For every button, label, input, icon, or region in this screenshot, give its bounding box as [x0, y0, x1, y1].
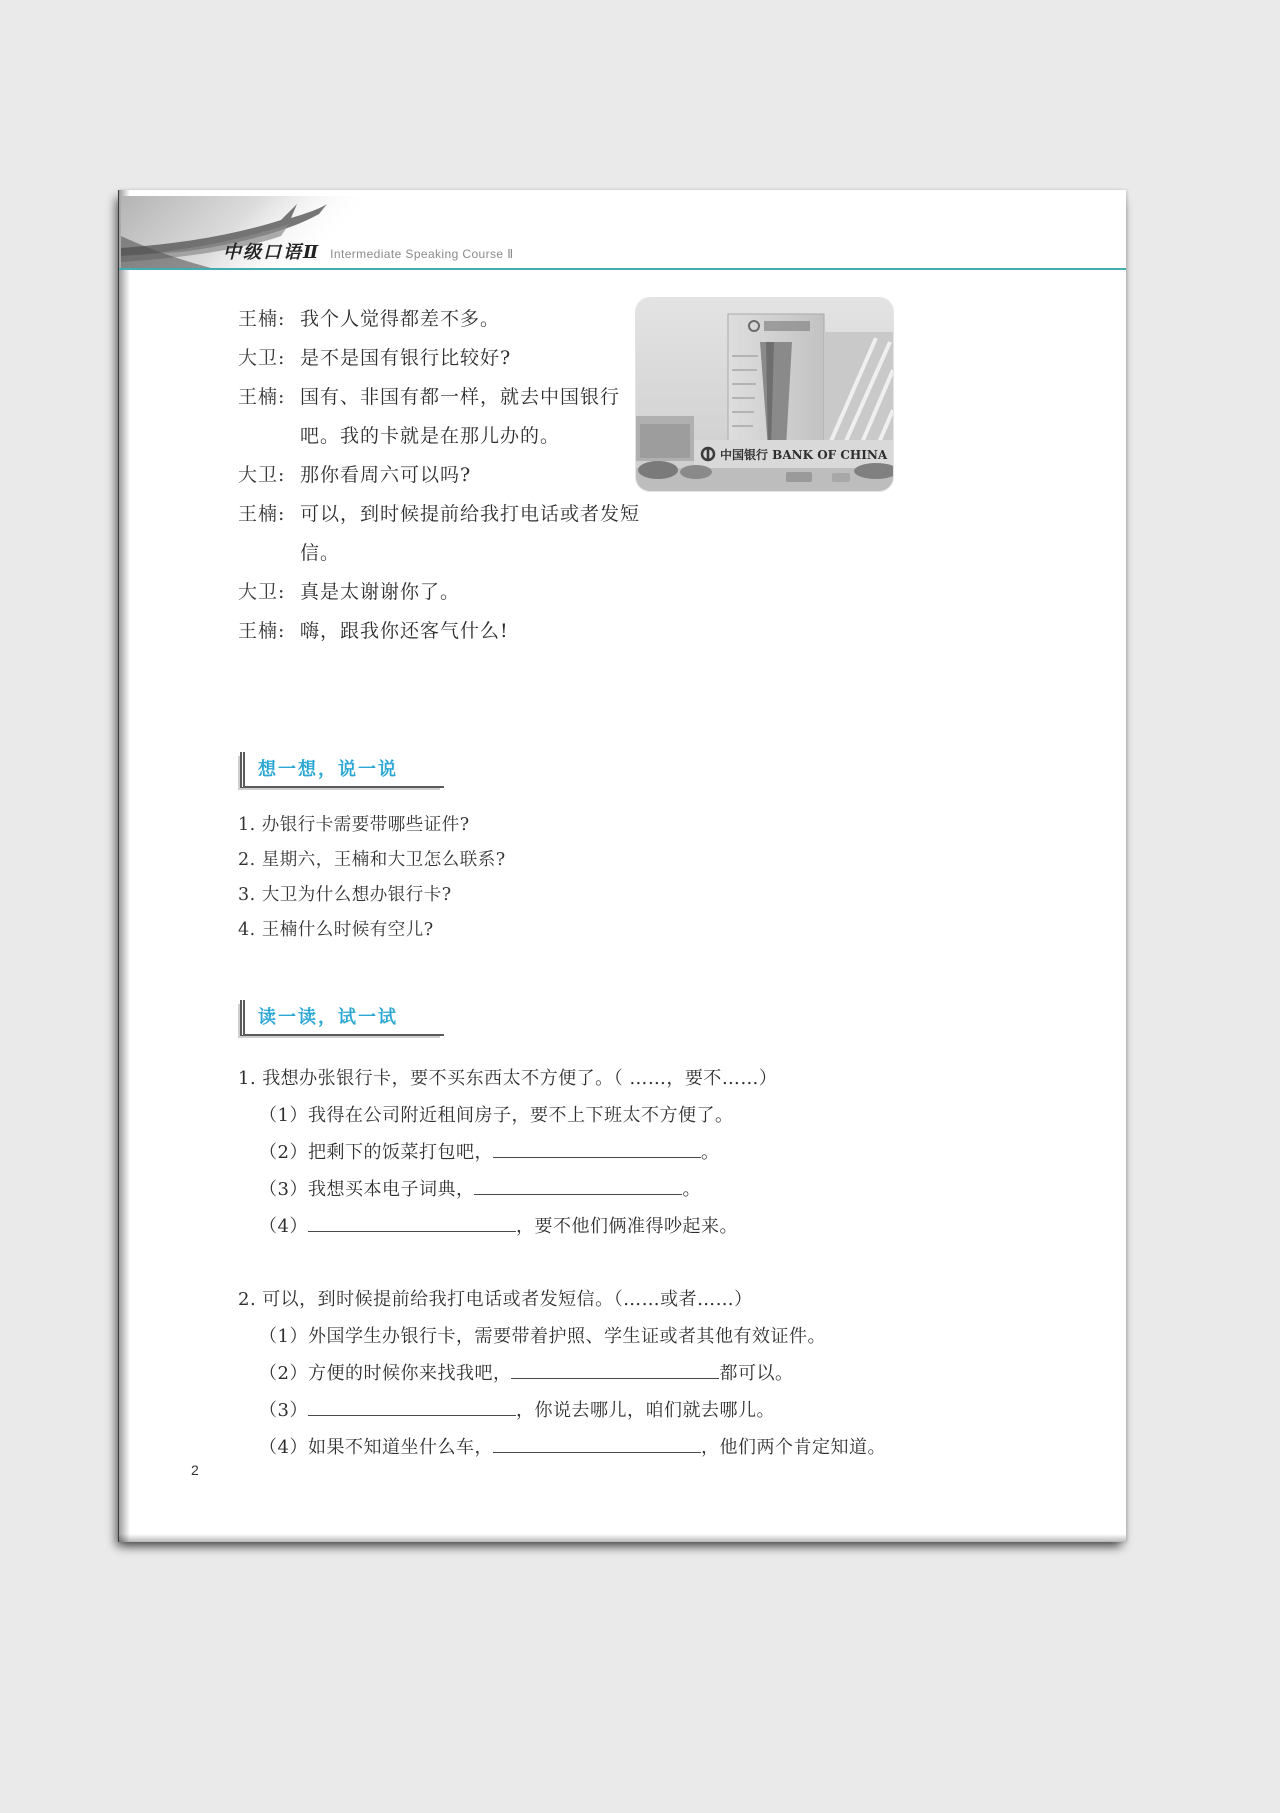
dialogue-turn [238, 378, 640, 456]
dialogue-turn [238, 339, 640, 378]
exercise-number: 1. [238, 1068, 257, 1089]
fill-in-blank [474, 1181, 682, 1195]
dialogue-speaker: 王楠: [238, 503, 286, 525]
question-number: 4. [238, 920, 256, 940]
exercise-item [259, 1318, 1048, 1355]
question-item [238, 913, 1048, 948]
fill-in-blank [308, 1402, 516, 1416]
exercise-item-text-after: ，他们两个肯定知道。 [700, 1437, 886, 1458]
book-title-english: Intermediate Speaking Course Ⅱ [330, 247, 514, 261]
exercise-item-text: （3）我想买本电子词典， [259, 1179, 475, 1200]
exercise-item-text-after: ，要不他们俩准得吵起来。 [515, 1216, 738, 1237]
textbook-page [118, 190, 1126, 1542]
dialogue-turn [238, 456, 640, 495]
exercise-item [259, 1355, 1048, 1392]
dialogue-line: 可以，到时候提前给我打电话或者发短信。 [300, 503, 641, 564]
dialogue-turn [238, 612, 640, 651]
question-text: 王楠什么时候有空儿? [261, 920, 434, 940]
exercise-prompt [238, 1281, 1048, 1318]
exercise-item-text: （2）把剩下的饭菜打包吧， [259, 1142, 493, 1163]
dialogue-speaker: 大卫: [238, 464, 286, 486]
dialogue-section [238, 300, 1048, 670]
exercise-items [238, 1097, 1048, 1245]
exercise-item-text-after: 。 [700, 1142, 720, 1163]
exercise-item [259, 1392, 1048, 1429]
dialogue-line: 国有、非国有都一样，就去中国银行吧。我的卡就是在那儿办的。 [300, 386, 621, 447]
exercise-item [259, 1429, 1048, 1466]
dialogue-speaker: 王楠: [238, 386, 286, 408]
bank-sign-text: 中国银行 BANK OF CHINA [720, 448, 888, 462]
exercise-item [259, 1171, 1048, 1208]
exercise-item-text: （3） [259, 1400, 308, 1421]
read-try-section [238, 1000, 1048, 1466]
exercise-1 [238, 1060, 1048, 1245]
think-speak-heading: 想一想，说一说 [240, 752, 444, 788]
exercise-prompt-text: 我想办张银行卡，要不买东西太不方便了。（ ……，要不……） [262, 1068, 778, 1089]
page-number: 2 [191, 1462, 199, 1478]
book-title [223, 238, 514, 264]
page-header [119, 190, 1126, 270]
dialogue-turn [238, 573, 640, 612]
dialogue-line: 是不是国有银行比较好? [300, 347, 512, 369]
fill-in-blank [511, 1365, 719, 1379]
question-text: 办银行卡需要带哪些证件? [261, 815, 470, 835]
exercise-item-text: （1）外国学生办银行卡，需要带着护照、学生证或者其他有效证件。 [259, 1326, 826, 1347]
question-number: 2. [238, 850, 256, 870]
dialogue-rows [238, 300, 640, 651]
exercise-prompt-text: 可以，到时候提前给我打电话或者发短信。（……或者……） [262, 1289, 753, 1310]
dialogue-speaker: 王楠: [238, 620, 286, 642]
fill-in-blank [493, 1144, 701, 1158]
dialogue-turn [238, 495, 640, 573]
exercise-item-text: （4） [259, 1216, 308, 1237]
question-list [238, 808, 1048, 948]
dialogue-turn [238, 300, 640, 339]
question-number: 3. [238, 885, 256, 905]
question-item [238, 878, 1048, 913]
question-text: 星期六，王楠和大卫怎么联系? [261, 850, 506, 870]
exercise-item-text: （2）方便的时候你来找我吧， [259, 1363, 512, 1384]
dialogue-line: 真是太谢谢你了。 [300, 581, 461, 603]
read-try-heading: 读一读，试一试 [240, 1000, 444, 1036]
bank-of-china-photo [636, 298, 893, 491]
dialogue-speaker: 大卫: [238, 581, 286, 603]
page-content [119, 300, 1126, 1466]
exercise-item-text-after: ，你说去哪儿，咱们就去哪儿。 [515, 1400, 775, 1421]
dialogue-speaker: 大卫: [238, 347, 286, 369]
exercise-item-text: （1）我得在公司附近租间房子，要不上下班太不方便了。 [259, 1105, 734, 1126]
exercise-2 [238, 1281, 1048, 1466]
exercise-item [259, 1134, 1048, 1171]
exercise-items [238, 1318, 1048, 1466]
exercise-number: 2. [238, 1289, 257, 1310]
exercise-item [259, 1097, 1048, 1134]
exercise-item-text-after: 都可以。 [719, 1363, 794, 1384]
question-item [238, 843, 1048, 878]
fill-in-blank [308, 1218, 516, 1232]
exercise-item [259, 1208, 1048, 1245]
exercise-item-text-after: 。 [682, 1179, 701, 1200]
book-title-chinese: 中级口语Ⅱ [223, 242, 321, 263]
exercise-prompt [238, 1060, 1048, 1097]
think-speak-section [238, 752, 1048, 948]
question-item [238, 808, 1048, 843]
header-rule [119, 268, 1126, 270]
dialogue-speaker: 王楠: [238, 308, 286, 330]
dialogue-line: 我个人觉得都差不多。 [300, 308, 501, 330]
dialogue-line: 嗨，跟我你还客气什么! [300, 620, 509, 642]
exercise-item-text: （4）如果不知道坐什么车， [259, 1437, 493, 1458]
question-number: 1. [238, 815, 256, 835]
question-text: 大卫为什么想办银行卡? [261, 885, 452, 905]
dialogue-line: 那你看周六可以吗? [300, 464, 472, 486]
fill-in-blank [493, 1439, 701, 1453]
